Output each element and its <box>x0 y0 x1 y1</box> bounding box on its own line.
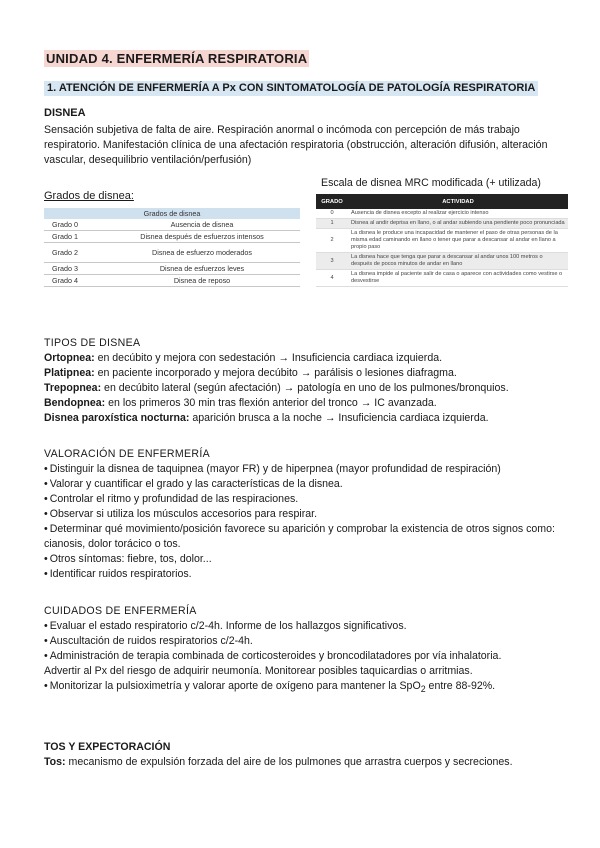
mrc-activity: La disnea le produce una incapacidad de mantener el paso de otras personas de la misma edad caminando en llano o tener que parar a descansar al andar en llano a propio paso <box>348 229 568 253</box>
mrc-grade: 4 <box>316 270 348 287</box>
term: Bendopnea: <box>44 397 106 409</box>
grade-desc: Disnea de esfuerzo moderados <box>104 243 300 263</box>
section-title: 1. ATENCIÓN DE ENFERMERÍA A Px CON SINTOMATOLOGÍA DE PATOLOGÍA RESPIRATORIA <box>44 81 538 96</box>
table-row <box>316 270 568 287</box>
subscript: 2 <box>420 684 426 695</box>
table-row <box>44 231 300 243</box>
mrc-activity: La disnea hace que tenga que parar a descansar al andar unos 100 metros o después de pocos minutos de andar en llano <box>348 253 568 270</box>
term: Trepopnea: <box>44 382 102 394</box>
tipos-section <box>44 336 564 426</box>
list-item <box>44 755 564 770</box>
grade-cell: Grado 2 <box>44 243 104 263</box>
term: Disnea paroxística nocturna: <box>44 412 190 424</box>
table-row <box>316 219 568 229</box>
disnea-intro: Sensación subjetiva de falta de aire. Respiración anormal o incómoda con percepción de más trabajo respiratorio. Manifestación clínica de una afectación respiratoria (obstrucción, alteración difusión, alteración vascular, desequilibrio ventilación/perfusión) <box>44 124 548 166</box>
mrc-grade: 3 <box>316 253 348 270</box>
valoracion-heading: VALORACIÓN DE ENFERMERÍA <box>44 448 210 460</box>
list-item <box>44 366 564 381</box>
term: Tos: <box>44 756 66 768</box>
table-row <box>44 219 300 231</box>
mrc-grade: 2 <box>316 229 348 253</box>
valoracion-section <box>44 447 564 582</box>
mrc-title: Escala de disnea MRC modificada (+ utilizada) <box>321 177 541 189</box>
term: Ortopnea: <box>44 352 95 364</box>
term: Platipnea: <box>44 367 95 379</box>
mrc-activity: Disnea al andir deprisa en llano, o al andar subiendo una pendiente poco pronunciada <box>348 219 568 229</box>
grade-desc: Ausencia de disnea <box>104 219 300 231</box>
grade-desc: Disnea de esfuerzos leves <box>104 263 300 275</box>
list-item: • Determinar qué movimiento/posición favorece su aparición y comprobar la existencia de otros signos como: cianosis, dolor torácico o tos. <box>44 522 564 552</box>
definition: mecanismo de expulsión forzada del aire de los pulmones que arrastra cuerpos y secreciones. <box>65 756 513 768</box>
grade-cell: Grado 1 <box>44 231 104 243</box>
list-item: • Auscultación de ruidos respiratorios c/2-4h. <box>44 634 564 649</box>
definition: aparición brusca a la noche → Insuficiencia cardiaca izquierda. <box>189 412 489 424</box>
grade-desc: Disnea de reposo <box>104 275 300 287</box>
tos-section <box>44 740 564 770</box>
list-item: • Evaluar el estado respiratorio c/2-4h. Informe de los hallazgos significativos. <box>44 619 564 634</box>
table-row <box>316 253 568 270</box>
definition: en decúbito lateral (según afectación) → patología en uno de los pulmones/bronquios. <box>101 382 509 394</box>
grados-header: Grados de disnea <box>44 208 300 219</box>
mrc-grade: 1 <box>316 219 348 229</box>
list-item <box>44 411 564 426</box>
list-item: • Identificar ruidos respiratorios. <box>44 567 564 582</box>
tos-heading: TOS Y EXPECTORACIÓN <box>44 741 171 753</box>
mrc-activity: Ausencia de disnea excepto al realizar ejercicio intenso <box>348 209 568 219</box>
list-item: • Administración de terapia combinada de corticosteroides y broncodilatadores por vía inhalatoria. <box>44 649 564 664</box>
disnea-heading: DISNEA <box>44 107 86 119</box>
mrc-col-activity: ACTIVIDAD <box>348 194 568 209</box>
cuidados-heading: CUIDADOS DE ENFERMERÍA <box>44 605 197 617</box>
list-item: • Observar si utiliza los músculos accesorios para respirar. <box>44 507 564 522</box>
text-run: Monitorizar la pulsioximetría y valorar aporte de oxígeno para mantener la SpO <box>49 680 421 692</box>
list-item: Advertir al Px del riesgo de adquirir neumonía. Monitorear posibles taquicardias o arritmias. <box>44 665 473 677</box>
mrc-table <box>316 194 568 287</box>
cuidados-section <box>44 604 564 697</box>
mrc-grade: 0 <box>316 209 348 219</box>
list-item <box>44 396 564 411</box>
list-item: • Otros síntomas: fiebre, tos, dolor... <box>44 552 564 567</box>
definition: en los primeros 30 min tras flexión anterior del tronco → IC avanzada. <box>105 397 437 409</box>
table-row <box>44 243 300 263</box>
definition: en paciente incorporado y mejora decúbito → parálisis o lesiones diafragma. <box>94 367 457 379</box>
grade-cell: Grado 4 <box>44 275 104 287</box>
table-row <box>316 229 568 253</box>
table-row <box>44 275 300 287</box>
grados-title: Grados de disnea: <box>44 190 134 202</box>
unit-title: UNIDAD 4. ENFERMERÍA RESPIRATORIA <box>46 51 308 66</box>
list-item: • Valorar y cuantificar el grado y las características de la disnea. <box>44 477 564 492</box>
definition: en decúbito y mejora con sedestación → Insuficiencia cardiaca izquierda. <box>94 352 443 364</box>
table-row <box>316 209 568 219</box>
list-item: • Distinguir la disnea de taquipnea (mayor FR) y de hiperpnea (mayor profundidad de respiración) <box>44 462 564 477</box>
table-row <box>44 263 300 275</box>
grade-desc: Disnea después de esfuerzos intensos <box>104 231 300 243</box>
tipos-heading: TIPOS DE DISNEA <box>44 337 141 349</box>
mrc-col-grade: GRADO <box>316 194 348 209</box>
list-item <box>44 381 564 396</box>
grade-cell: Grado 3 <box>44 263 104 275</box>
list-item: • Controlar el ritmo y profundidad de las respiraciones. <box>44 492 564 507</box>
list-item <box>44 351 564 366</box>
text-run: entre 88-92%. <box>425 680 496 692</box>
mrc-activity: La disnea impide al paciente salir de casa o aparece con actividades como vestirse o desvestirse <box>348 270 568 287</box>
list-item <box>44 679 564 697</box>
grade-cell: Grado 0 <box>44 219 104 231</box>
grados-table <box>44 208 300 287</box>
